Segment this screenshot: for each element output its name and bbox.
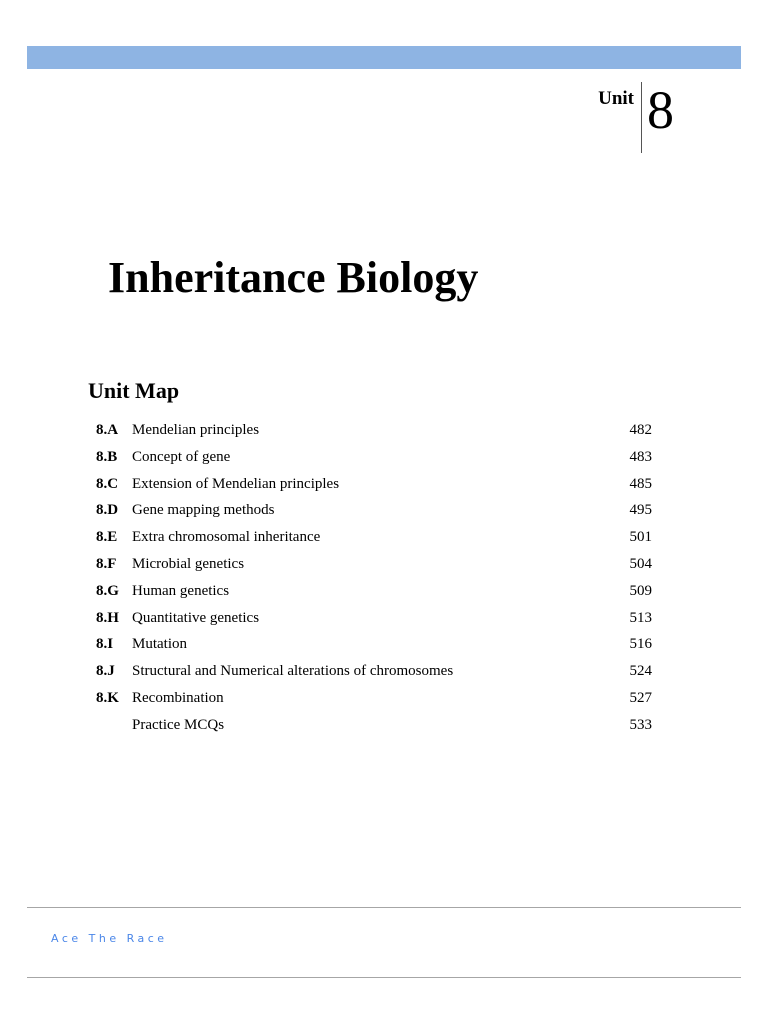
toc-entry-title: Mendelian principles	[132, 422, 260, 438]
toc-entry-page: 495	[629, 502, 652, 519]
toc-entry-code: 8.I	[96, 636, 114, 653]
toc-entry	[96, 605, 654, 632]
toc-entry-code: 8.E	[96, 529, 118, 546]
toc-entry-page: 524	[629, 663, 652, 680]
toc-entry-title: Recombination	[132, 689, 224, 706]
toc-entry	[96, 497, 654, 524]
toc-entry-title: Gene mapping methods	[132, 502, 275, 519]
unit-divider	[641, 82, 642, 153]
page-title: Inheritance Biology	[108, 253, 479, 302]
toc-entry-code: 8.H	[96, 609, 119, 626]
toc-entry	[96, 551, 654, 578]
toc-entry	[96, 444, 654, 471]
toc-entry-title: Quantitative genetics	[132, 609, 260, 626]
toc-entry-code: 8.D	[96, 502, 119, 519]
toc-entry-page: 504	[629, 555, 652, 572]
toc-entry	[96, 524, 654, 551]
toc-entry-page: 509	[629, 582, 652, 599]
toc-entry-code: 8.B	[96, 448, 118, 465]
toc-entry	[96, 658, 654, 685]
unit-label: Unit	[598, 88, 634, 109]
toc-entry	[96, 631, 654, 658]
toc-entry	[96, 578, 654, 605]
toc-entry-title: Concept of gene	[132, 448, 231, 465]
footer-bottom-divider	[27, 977, 741, 978]
toc-entry-title: Structural and Numerical alterations of chromosomes	[132, 663, 454, 680]
toc-entry-code: 8.F	[96, 555, 117, 572]
toc-entry-page: 485	[629, 475, 652, 492]
toc-entry	[96, 471, 654, 498]
toc-entry	[96, 417, 654, 444]
toc-entry-title: Human genetics	[132, 582, 230, 599]
toc-entry-code: 8.A	[96, 422, 119, 438]
toc-entry-title: Practice MCQs	[132, 716, 225, 733]
toc-entry-code: 8.J	[96, 663, 115, 680]
toc-entry-title: Mutation	[132, 636, 187, 653]
toc-entry-title: Extra chromosomal inheritance	[132, 529, 321, 546]
footer-top-divider	[27, 907, 741, 908]
header-color-bar	[27, 46, 741, 69]
toc-entry-page: 482	[629, 422, 652, 438]
toc-entry-title: Microbial genetics	[132, 555, 245, 572]
unit-map-heading: Unit Map	[88, 378, 180, 403]
toc-entry-page: 527	[629, 689, 652, 706]
toc-entry	[96, 712, 654, 739]
toc-entry-code: 8.G	[96, 582, 119, 599]
toc-entry	[96, 685, 654, 712]
toc-entry-code: 8.C	[96, 475, 119, 492]
unit-map-list	[96, 417, 654, 739]
toc-entry-code: 8.K	[96, 689, 119, 706]
toc-entry-page: 516	[629, 636, 652, 653]
toc-entry-title: Extension of Mendelian principles	[132, 475, 340, 492]
toc-entry-page: 483	[629, 448, 652, 465]
toc-entry-page: 513	[629, 609, 652, 626]
footer-text: Ace The Race	[51, 932, 168, 945]
toc-entry-page: 533	[629, 716, 652, 733]
unit-number: 8	[647, 80, 674, 140]
toc-entry-page: 501	[629, 529, 652, 546]
